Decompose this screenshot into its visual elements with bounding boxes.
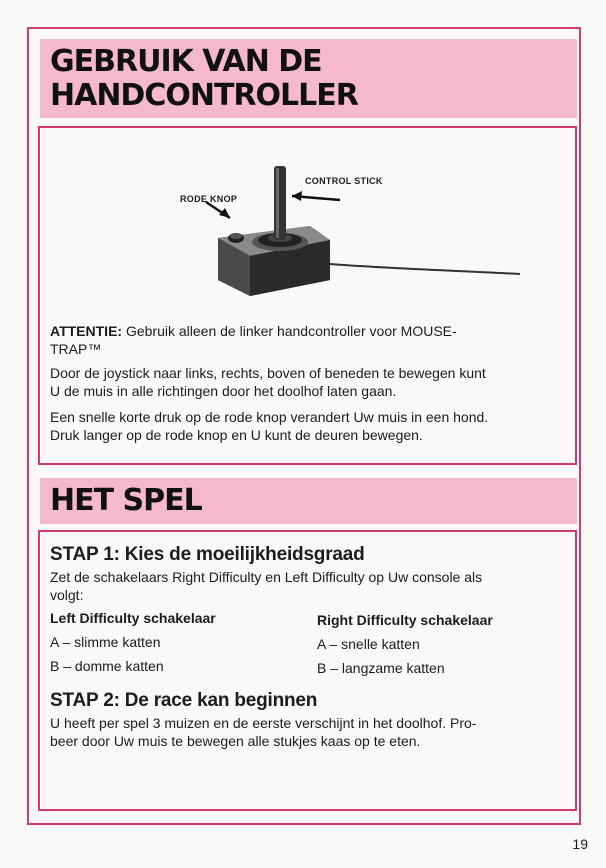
step1-paragraph bbox=[50, 568, 560, 604]
joystick-line2: U de muis in alle richtingen door het doolhof laten gaan. bbox=[50, 383, 397, 399]
title-line-2: HANDCONTROLLER bbox=[50, 78, 358, 113]
step2-line1: U heeft per spel 3 muizen en de eerste verschijnt in het doolhof. Pro- bbox=[50, 715, 477, 731]
left-difficulty-a: A – slimme katten bbox=[50, 634, 161, 650]
step1-heading: STAP 1: Kies de moeilijkheidsgraad bbox=[50, 544, 365, 565]
page-number: 19 bbox=[572, 836, 588, 852]
joystick-line1: Door de joystick naar links, rechts, boven of beneden te bewegen kunt bbox=[50, 365, 486, 381]
right-difficulty-header: Right Difficulty schakelaar bbox=[317, 612, 493, 628]
joystick-illustration bbox=[180, 160, 520, 310]
attention-line1: Gebruik alleen de linker handcontroller voor MOUSE- bbox=[125, 323, 457, 339]
attention-prefix: ATTENTIE: bbox=[50, 323, 123, 339]
right-difficulty-b: B – langzame katten bbox=[317, 660, 445, 676]
button-line2: Druk langer op de rode knop en U kunt de deuren bewegen. bbox=[50, 427, 423, 443]
step2-line2: beer door Uw muis te bewegen alle stukjes kaas op te eten. bbox=[50, 733, 421, 749]
attention-paragraph bbox=[50, 322, 560, 358]
section-banner-het-spel bbox=[40, 478, 577, 524]
page-title bbox=[40, 39, 577, 113]
left-difficulty-b: B – domme katten bbox=[50, 658, 164, 674]
handcontroller-box bbox=[38, 126, 577, 465]
step2-heading: STAP 2: De race kan beginnen bbox=[50, 690, 318, 711]
section-banner-handcontroller bbox=[40, 39, 577, 118]
left-difficulty-header: Left Difficulty schakelaar bbox=[50, 610, 216, 626]
step2-paragraph bbox=[50, 714, 560, 750]
attention-line2: TRAP™ bbox=[50, 341, 102, 357]
joystick-paragraph bbox=[50, 364, 560, 400]
button-paragraph bbox=[50, 408, 560, 444]
step1-line1: Zet de schakelaars Right Difficulty en Left Difficulty op Uw console als bbox=[50, 569, 483, 585]
button-line1: Een snelle korte druk op de rode knop verandert Uw muis in een hond. bbox=[50, 409, 489, 425]
het-spel-box bbox=[38, 530, 577, 811]
title-line-1: GEBRUIK VAN DE bbox=[50, 44, 322, 79]
step1-line2: volgt: bbox=[50, 587, 84, 603]
rode-knop-label: RODE KNOP bbox=[180, 194, 238, 204]
section-title-het-spel: HET SPEL bbox=[50, 483, 202, 518]
right-difficulty-a: A – snelle katten bbox=[317, 636, 420, 652]
control-stick-label: CONTROL STICK bbox=[305, 176, 383, 186]
